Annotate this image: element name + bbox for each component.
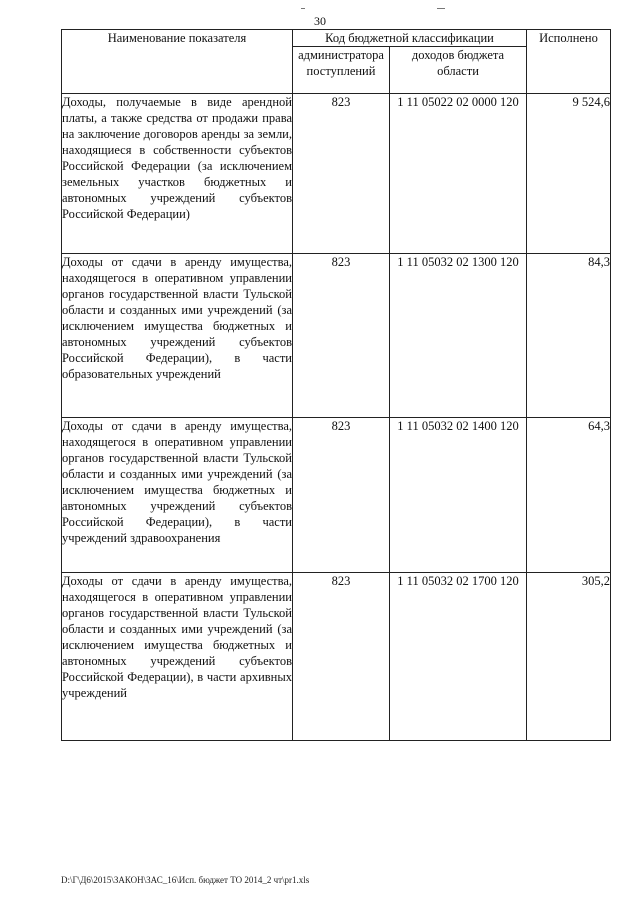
indicator-name: Доходы, получаемые в виде арендной платы, а также средства от продажи права на заключение договоров аренды за земли, находящиеся в собственности субъектов Российской Федерации (за исключением земельных участков бюджетных и автономных учреждений субъектов Российской Федерации)	[62, 94, 293, 254]
file-path-footer: D:\Г\Д6\2015\ЗАКОН\ЗАС_16\Исп. бюджет ТО 2014_2 чт\pr1.xls	[61, 875, 310, 885]
executed-value: 305,2	[527, 573, 611, 741]
header-income-code: доходов бюджета области	[390, 47, 527, 94]
executed-value: 84,3	[527, 254, 611, 418]
table-row	[62, 254, 611, 418]
header-executed: Исполнено	[527, 30, 611, 94]
income-code: 1 11 05022 02 0000 120	[390, 94, 527, 254]
executed-value: 64,3	[527, 418, 611, 573]
income-code: 1 11 05032 02 1700 120	[390, 573, 527, 741]
administrator-code: 823	[293, 573, 390, 741]
page-number: 30	[314, 14, 326, 28]
income-code: 1 11 05032 02 1300 120	[390, 254, 527, 418]
scan-speck	[301, 8, 305, 9]
indicator-name: Доходы от сдачи в аренду имущества, находящегося в оперативном управлении органов государственной власти Тульской области и созданных ими учреждений (за исключением имущества бюджетных и автономных учреждений субъектов Российской Федерации), в части образовательных учреждений	[62, 254, 293, 418]
scan-speck	[437, 8, 445, 9]
budget-income-table	[61, 29, 611, 741]
table-row	[62, 94, 611, 254]
income-code: 1 11 05032 02 1400 120	[390, 418, 527, 573]
header-classification-code: Код бюджетной классификации	[293, 30, 527, 47]
indicator-name: Доходы от сдачи в аренду имущества, находящегося в оперативном управлении органов государственной власти Тульской области и созданных ими учреждений (за исключением имущества бюджетных и автономных учреждений субъектов Российской Федерации), в части архивных учреждений	[62, 573, 293, 741]
administrator-code: 823	[293, 418, 390, 573]
indicator-name: Доходы от сдачи в аренду имущества, находящегося в оперативном управлении органов государственной власти Тульской области и созданных ими учреждений (за исключением имущества бюджетных и автономных учреждений субъектов Российской Федерации), в части учреждений здравоохранения	[62, 418, 293, 573]
table-row	[62, 573, 611, 741]
executed-value: 9 524,6	[527, 94, 611, 254]
header-indicator-name: Наименование показателя	[62, 30, 293, 94]
table-row	[62, 418, 611, 573]
administrator-code: 823	[293, 254, 390, 418]
header-administrator: администратора поступлений	[293, 47, 390, 94]
administrator-code: 823	[293, 94, 390, 254]
